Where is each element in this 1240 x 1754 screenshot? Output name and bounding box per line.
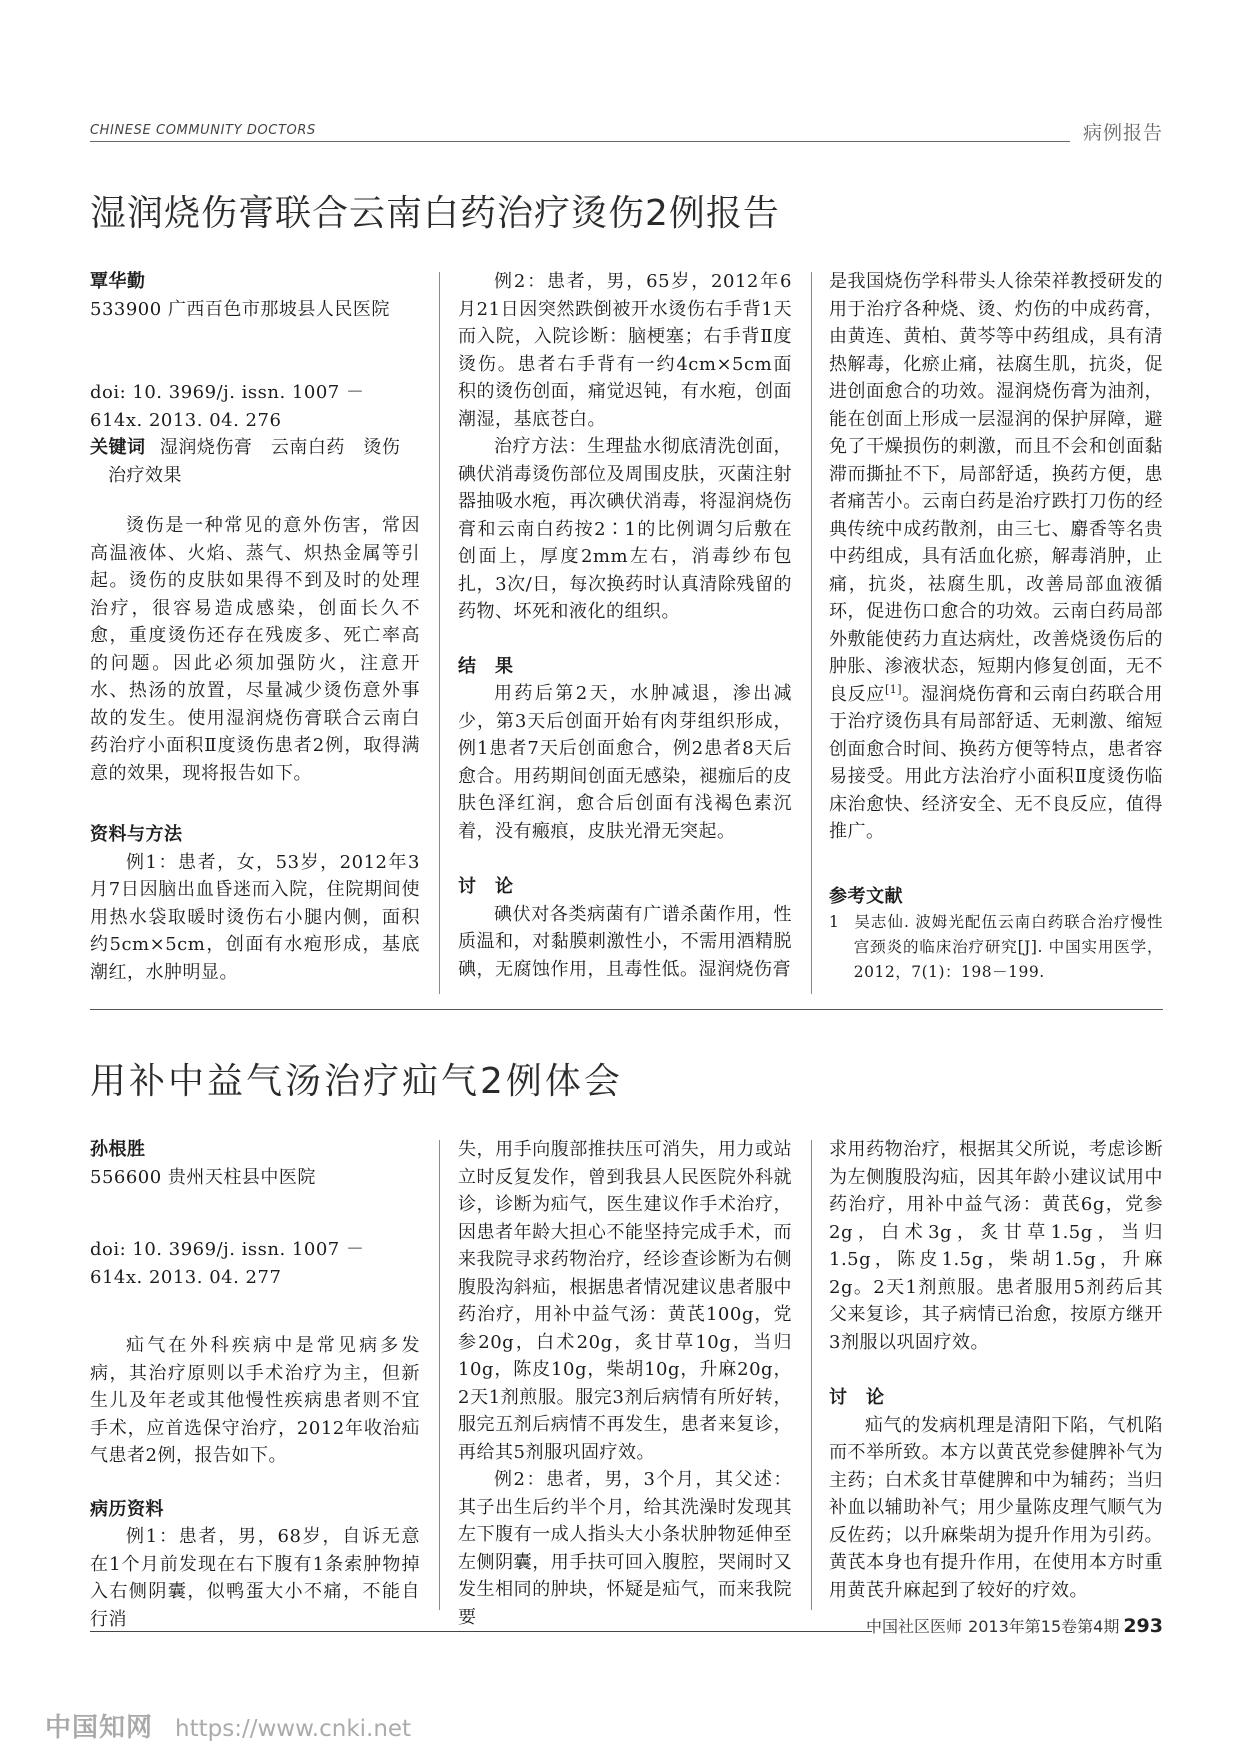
article-2-title: 用补中益气汤治疗疝气2例体会 xyxy=(90,1061,623,1102)
article-2-intro: 疝气在外科疾病中是常见病多发病，其治疗原则以手术治疗为主，但新生儿及年老或其他慢性疾病患者则不宜手术，应首选保守治疗，2012年收治疝气患者2例，报告如下。 xyxy=(90,1335,420,1466)
watermark-url: https://www.cnki.net xyxy=(175,1716,412,1742)
article-2-case-1-part-2: 失，用手向腹部推扶压可消失，用力或站立时反复发作，曾到我县人民医院外科就诊，诊断为疝气，医生建议作手术治疗，因患者年龄大担心不能坚持完成手术，而来我院寻求药物治疗，经诊查诊断为右侧腹股沟斜疝，根据患者情况建议患者服中药治疗，用补中益气汤：黄芪100g，党参20g，白术20g，炙甘草10g，当归10g，陈皮10g，柴胡10g，升麻20g，2天1剂煎服。服完3剂后病情有所好转，服完五剂后病情不再发生，患者来复诊，再给其5剂服巩固疗效。 xyxy=(458,1139,792,1463)
section-heading-case-data: 病历资料 xyxy=(90,1498,164,1520)
footer-rule xyxy=(90,1631,872,1632)
article-2-affiliation: 556600 贵州天柱县中医院 xyxy=(90,1166,316,1188)
article-1-column-1 xyxy=(90,268,420,986)
section-heading-methods: 资料与方法 xyxy=(90,824,183,845)
reference-number: 1 xyxy=(829,913,840,931)
article-1-discussion-part-2 xyxy=(829,268,1163,846)
article-2-author: 孙根胜 xyxy=(90,1139,146,1160)
article-1-intro: 烫伤是一种常见的意外伤害，常因高温液体、火焰、蒸气、炽热金属等引起。烫伤的皮肤如果得不到及时的处理治疗，很容易造成感染，创面长久不愈，重度烫伤还存在残废多、死亡率高的问题。因此必须加强防火，注意开水、热汤的放置，尽量减少烫伤意外事故的发生。使用湿润烧伤膏联合云南白药治疗小面积Ⅱ度烫伤患者2例，取得满意的效果，现将报告如下。 xyxy=(90,515,420,784)
article-2-column-3 xyxy=(829,1136,1163,1604)
page-footer xyxy=(866,1614,1163,1637)
header-rule xyxy=(90,141,1070,142)
keywords-list: 湿润烧伤膏 云南白药 烫伤 治疗效果 xyxy=(108,437,419,486)
article-1-case-1: 例1：患者，女，53岁，2012年3月7日因脑出血昏迷而入院，住院期间使用热水袋取暖时烫伤右小腿内侧，面积约5cm×5cm，创面有水疱形成，基底潮红，水肿明显。 xyxy=(90,851,420,983)
article-1-column-3 xyxy=(829,268,1163,985)
section-heading-references: 参考文献 xyxy=(829,885,903,907)
article-2-discussion: 疝气的发病机理是清阳下陷，气机陷而不举所致。本方以黄芪党参健脾补气为主药；白术炙甘草健脾和中为辅药；当归补血以辅助补气；用少量陈皮理气顺气为反佐药；以升麻柴胡为提升作用为引药。黄芪本身也有提升作用，在使用本方时重用黄芪升麻起到了较好的疗效。 xyxy=(829,1414,1163,1601)
footer-issue: 2013年第15卷第4期 xyxy=(968,1617,1120,1636)
journal-english-name: CHINESE COMMUNITY DOCTORS xyxy=(90,123,316,138)
discussion-text: 。湿润烧伤膏和云南白药联合用于治疗烫伤具有局部舒适、无刺激、缩短创面愈合时间、换药方便等特点，患者容易接受。用此方法治疗小面积Ⅱ度烫伤临床治愈快、经济安全、无不良反应，值得推广。 xyxy=(829,683,1164,842)
article-2-doi: doi: 10. 3969/j. issn. 1007 － 614x. 2013. 04. 277 xyxy=(90,1239,365,1288)
reference-text: 吴志仙. 波姆光配伍云南白药联合治疗慢性宫颈炎的临床治疗研究[J]. 中国实用医学，2012，7(1)：198－199. xyxy=(853,913,1163,981)
article-1-discussion-part-1: 碘伏对各类病菌有广谱杀菌作用，性质温和，对黏膜刺激性小，不需用酒精脱碘，无腐蚀作用，且毒性低。湿润烧伤膏 xyxy=(458,903,792,980)
watermark-brand: 中国知网 xyxy=(45,1713,154,1743)
section-heading-results: 结 果 xyxy=(458,655,514,677)
page-number: 293 xyxy=(1123,1615,1163,1637)
article-1-doi: doi: 10. 3969/j. issn. 1007 － 614x. 2013. 04. 276 xyxy=(90,382,365,431)
column-divider xyxy=(439,1140,440,1610)
article-2-case-2-part-1: 例2：患者，男，3个月，其父述：其子出生后约半个月，给其洗澡时发现其左下腹有一成人指头大小条状肿物延伸至左侧阴囊，用手扶可回入腹腔，哭闹时又发生相同的肿块，怀疑是疝气，而来我院要 xyxy=(458,1469,792,1628)
article-1-author: 覃华勤 xyxy=(90,271,146,292)
article-1-title: 湿润烧伤膏联合云南白药治疗烫伤2例报告 xyxy=(90,193,780,234)
column-divider xyxy=(811,1140,812,1610)
article-1-case-2: 例2：患者，男，65岁，2012年6月21日因突然跌倒被开水烫伤右手背1天而入院，入院诊断：脑梗塞；右手背Ⅱ度烫伤。患者右手背有一约4cm×5cm面积的烫伤创面，痛觉迟钝，有水疱，创面潮湿，基底苍白。 xyxy=(458,271,792,430)
article-1-treatment: 治疗方法：生理盐水彻底清洗创面，碘伏消毒烫伤部位及周围皮肤，灭菌注射器抽吸水疱，再次碘伏消毒，将湿润烧伤膏和云南白药按2∶1的比例调匀后敷在创面上，厚度2mm左右，消毒纱布包扎，3次/日，每次换药时认真清除残留的药物、坏死和液化的组织。 xyxy=(458,436,792,622)
column-divider xyxy=(439,272,440,994)
citation-superscript: [1] xyxy=(884,682,903,696)
article-separator-rule xyxy=(90,1009,1163,1010)
column-divider xyxy=(811,272,812,994)
reference-item xyxy=(829,910,1163,985)
article-1-results: 用药后第2天，水肿减退，渗出减少，第3天后创面开始有肉芽组织形成，例1患者7天后创面愈合，例2患者8天后愈合。用药期间创面无感染，褪痂后的皮肤色泽红润，愈合后创面有浅褐色素沉着，没有瘢痕，皮肤光滑无突起。 xyxy=(458,683,792,842)
article-1-keywords xyxy=(90,434,420,489)
article-2-column-1 xyxy=(90,1136,420,1633)
section-heading-discussion: 讨 论 xyxy=(458,876,514,897)
discussion-text: 是我国烧伤学科带头人徐荣祥教授研发的用于治疗各种烧、烫、灼伤的中成药膏，由黄连、黄柏、黄芩等中药组成，具有清热解毒，化瘀止痛，祛腐生肌，抗炎，促进创面愈合的功效。湿润烧伤膏为油剂，能在创面上形成一层湿润的保护屏障，避免了干燥损伤的刺激，而且不会和创面黏滞而撕扯不下，局部舒适，换药方便，患者痛苦小。云南白药是治疗跌打刀伤的经典传统中成药散剂，由三七、麝香等名贵中药组成，具有活血化瘀，解毒消肿，止痛，抗炎，祛腐生肌，改善局部血液循环，促进伤口愈合的功效。云南白药局部外敷能使药力直达病灶，改善烧烫伤后的肿胀、渗液状态，短期内修复创面，无不良反应 xyxy=(829,271,1163,705)
footer-journal-name: 中国社区医师 xyxy=(866,1617,963,1636)
cnki-watermark xyxy=(45,1707,411,1744)
article-2-column-2 xyxy=(458,1136,792,1631)
article-1-affiliation: 533900 广西百色市那坡县人民医院 xyxy=(90,298,390,320)
keywords-label: 关键词 xyxy=(90,437,146,458)
section-label: 病例报告 xyxy=(1082,122,1163,144)
section-heading-discussion: 讨 论 xyxy=(829,1387,885,1408)
article-2-case-2-part-2: 求用药物治疗，根据其父所说，考虑诊断为左侧腹股沟疝，因其年龄小建议试用中药治疗，用补中益气汤：黄芪6g，党参2g，白术3g，炙甘草1.5g，当归1.5g，陈皮1.5g，柴胡1.5g，升麻2g。2天1剂煎服。患者服用5剂药后其父来复诊，其子病情已治愈，按原方继开3剂服以巩固疗效。 xyxy=(829,1139,1163,1353)
article-2-case-1-part-1: 例1：患者，男，68岁，自诉无意在1个月前发现在右下腹有1条索肿物掉入右侧阴囊，似鸭蛋大小不痛，不能自行消 xyxy=(90,1526,420,1630)
article-1-column-2 xyxy=(458,268,792,983)
